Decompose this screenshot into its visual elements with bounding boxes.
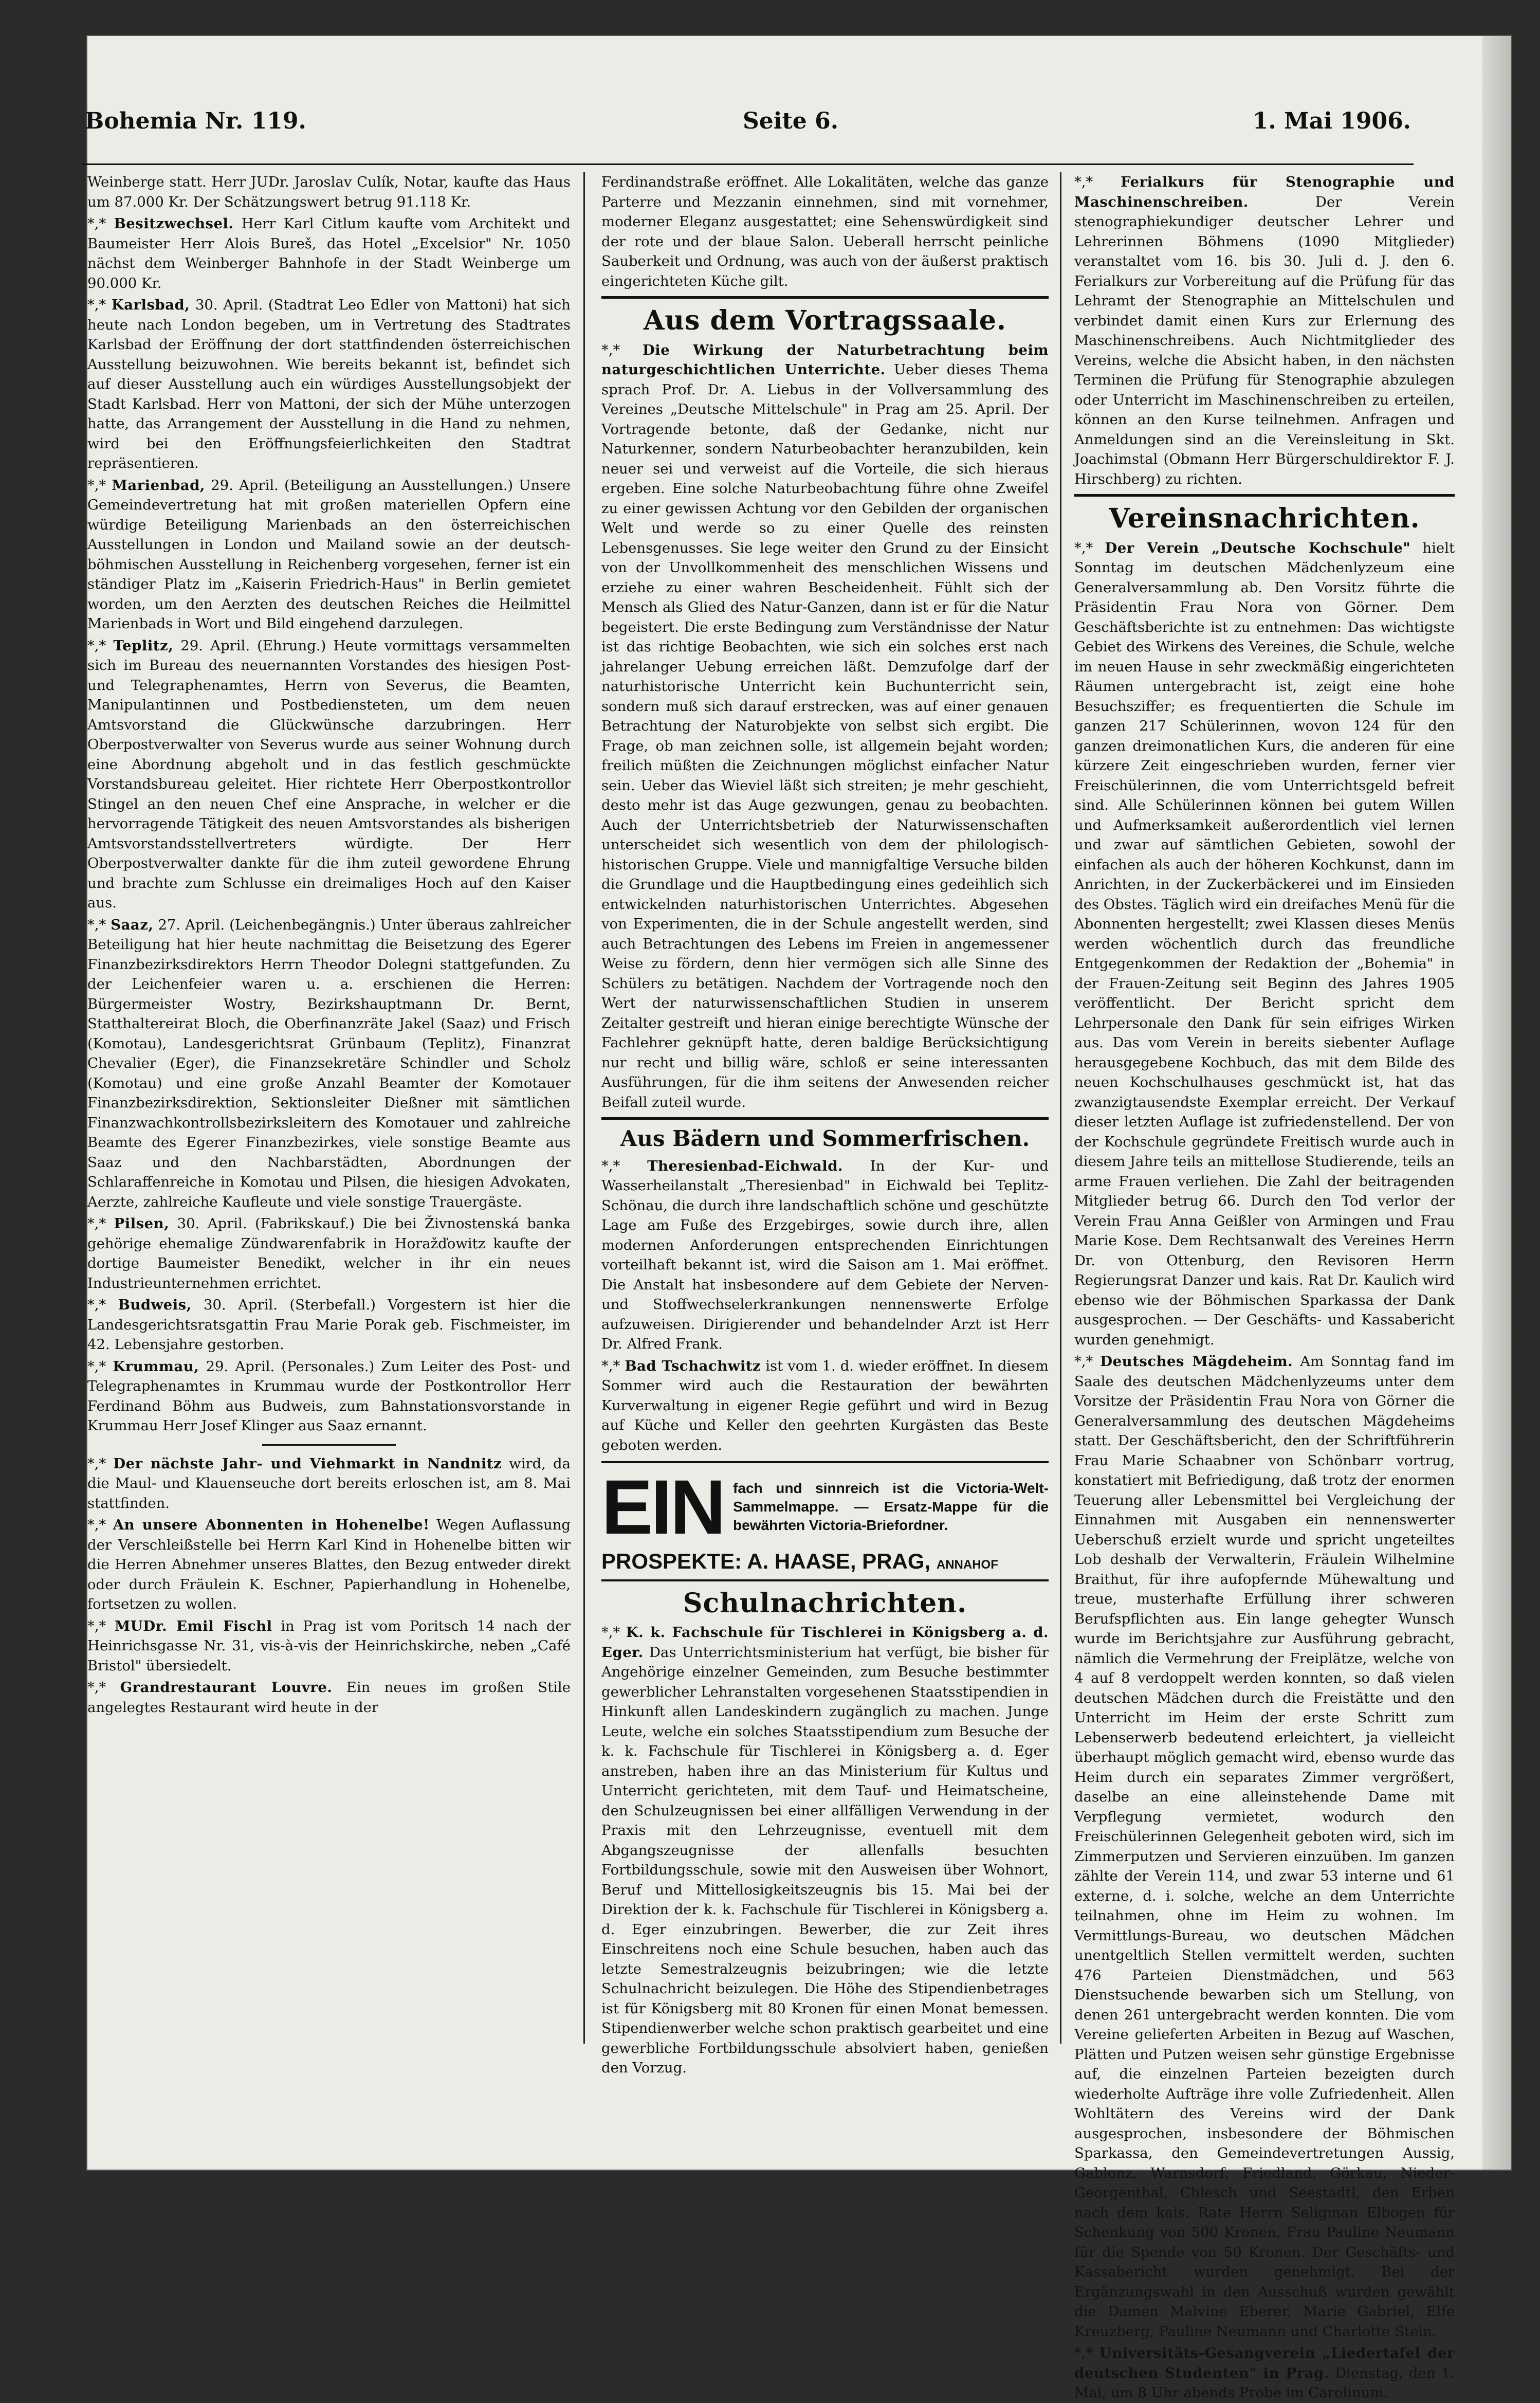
column-1 — [87, 172, 571, 2044]
separator — [262, 1444, 396, 1446]
article-paragraph: Weinberge statt. Herr JUDr. Jaroslav Culík, Notar, kaufte das Haus um 87.000 Kr. Der Schätzungswert betrug 91.118 Kr. — [87, 174, 571, 210]
article-paragraph: *,* Besitzwechsel. Herr Karl Citlum kaufte vom Architekt und Baumeister Herr Alois Bureš, das Hotel „Excelsior" Nr. 1050 nächst dem Weinberger Bahnhofe in der Stadt Weinberge um 90.000 Kr. — [87, 215, 571, 292]
article-paragraph: *,* Die Wirkung der Naturbetrachtung beim naturgeschichtlichen Unterrichte. Ueber dieses Thema sprach Prof. Dr. A. Liebus in der Vollversammlung des Vereines „Deutsche Mittelschule" in Prag am 25. April. Der Vortragende betonte, daß der Gedanke, nicht nur Naturkenner, sondern Naturbeobachter heranzubilden, kein neuer sei und verweist auf die Vorteile, die sich hieraus ergeben. Eine solche Naturbeobachtung führe ohne Zweifel zu einer gewissen Achtung vor den Gebilden der organischen Welt und werde so zu einer Quelle des reinsten Lebensgenusses. Sie lege weiter den Grund zu der Einsicht von der Unvollkommenheit des menschlichen Wissens und erziehe zu einer wahren Bescheidenheit. Fühlt sich der Mensch als Glied des Natur-Ganzen, dann ist er für die Natur begeistert. Die erste Bedingung zum Verständnisse der Natur ist das richtige Beobachten, wie sich ein solches erst nach jahrelanger Uebung erreichen läßt. Demzufolge darf der naturhistorische Unterricht kein Buchunterricht sein, sondern muß sich darauf erstrecken, was auf einer genauen Betrachtung der Naturobjekte von selbst sich ergibt. Die Frage, ob man zeichnen solle, ist allgemein bejaht worden; freilich müßten die Zeichnungen möglichst einfacher Natur sein. Ueber das Wieviel läßt sich streiten; je mehr geschieht, desto mehr ist das Auge gezwungen, genau zu beobachten. Auch der Unterrichtsbetrieb der Naturwissenschaften unterscheidet sich wesentlich von dem der philologisch-historischen Gruppe. Viele und mannigfaltige Versuche bilden die Grundlage und die Hauptbedingung eines gedeihlich sich entwickelnden naturhistorischen Unterrichtes. Abgesehen von Experimenten, die in der Schule angestellt werden, sind auch Betrachtungen des Lebens im Freien in angemessener Weise zu fördern, denn hier vermögen sich alle Sinne des Schülers zu betätigen. Nachdem der Vortragende noch den Wert der naturwissenschaftlichen Studien in unserem Zeitalter gestreift und hieran einige berechtigte Wünsche der Fachlehrer geknüpft hatte, deren baldige Berücksichtigung nur recht und billig wäre, schloß er seine interessanten Ausführungen, für die ihm seitens der Anwesenden reicher Beifall zuteil wurde. — [601, 341, 1049, 1111]
section-heading: Vereinsnachrichten. — [1109, 503, 1420, 534]
issue-date: 1. Mai 1906. — [1252, 108, 1411, 134]
article-paragraph: *,* Krummau, 29. April. (Personales.) Zum Leiter des Post- und Telegraphenamtes in Krummau wurde der Postkontrollor Herr Ferdinand Böhm aus Budweis, zum Bahnstationsvorstande in Krummau Herr Josef Klinger aus Saaz ernannt. — [87, 1358, 571, 1434]
article-paragraph: *,* MUDr. Emil Fischl in Prag ist vom Poritsch 14 nach der Heinrichsgasse Nr. 31, vis-à-vis der Heinrichskirche, neben „Café Bristol" übersiedelt. — [87, 1617, 571, 1674]
column-3 — [1074, 172, 1455, 2401]
article-paragraph: *,* Der Verein „Deutsche Kochschule" hielt Sonntag im deutschen Mädchenlyzeum eine Generalversammlung ab. Den Vorsitz führte die Präsidentin Frau Nora von Görner. Dem Geschäftsberichte ist zu entnehmen: Das wichtigste Gebiet des Wirkens des Vereines, die Schule, welche im neuen Hause in sehr zweckmäßig eingerichteten Räumen untergebracht ist, zeigt eine hohe Besuchsziffer; es frequentierten die Schule im ganzen 217 Schülerinnen, wovon 124 für den ganzen dreimonatlichen Kurs, die anderen für eine kürzere Zeit eingeschrieben wurden, ferner vier Freischülerinnen, die vom Unterrichtsgeld befreit sind. Alle Schülerinnen können bei gutem Willen und Aufmerksamkeit außerordentlich viel lernen und zwar auf sämtlichen Gebieten, sowohl der einfachen als auch der höheren Kochkunst, dann im Anrichten, in der Zuckerbäckerei und im Einsieden des Obstes. Täglich wird ein dreifaches Menü für die Abonnenten hergestellt; zwei Klassen dieses Menüs werden wöchentlich durch das freundliche Entgegenkommen der Redaktion der „Bohemia" in der Frauen-Zeitung seit Beginn des Jahres 1905 veröffentlicht. Der Bericht spricht dem Lehrpersonale den Dank für sein eifriges Wirken aus. Das vom Verein in bereits siebenter Auflage herausgegebene Kochbuch, das mit dem Bilde des neuen Kochschulhauses geschmückt ist, hat das zwanzigtausendste Exemplar erreicht. Der Verkauf dieser letzten Auflage ist zufriedenstellend. Der von der Kochschule gegründete Freitisch wurde auch in diesem Jahre teils an mittellose Studierende, teils an arme Frauen verliehen. Die Zahl der beitragenden Mitglieder betrug 66. Durch den Tod verlor der Verein Frau Anna Geißler von Armingen und Frau Marie Kose. Dem Rechtsanwalt des Vereines Herrn Dr. von Ottenburg, den Revisoren Herrn Regierungsrat Danzer und kais. Rat Dr. Kaulich wird ebenso wie der Böhmischen Sparkassa der Dank ausgesprochen. — Der Geschäfts- und Kassabericht wurden genehmigt. — [1074, 539, 1455, 1348]
article-paragraph: *,* Karlsbad, 30. April. (Stadtrat Leo Edler von Mattoni) hat sich heute nach London begeben, um in Vertretung des Stadtrates Karlsbad der Eröffnung der dort stattfindenden österreichischen Ausstellung beizuwohnen. Wie bereits bekannt ist, befindet sich auf dieser Ausstellung auch ein würdiges Ausstellungsobjekt der Stadt Karlsbad. Herr von Mattoni, der sich der Mühe unterzogen hatte, das Arrangement der Ausstellung in die Hand zu nehmen, wird bei den Eröffnungsfeierlichkeiten den Stadtrat repräsentieren. — [87, 297, 571, 471]
column-2 — [601, 172, 1049, 2076]
advertisement — [601, 1461, 1049, 1581]
article-paragraph: *,* Budweis, 30. April. (Sterbefall.) Vorgestern ist hier die Landesgerichtsratsgattin Frau Marie Porak geb. Fischmeister, im 42. Lebensjahre gestorben. — [87, 1297, 571, 1353]
article-paragraph: *,* Ferialkurs für Stenographie und Maschinenschreiben. Der Verein stenographiekundiger deutscher Lehrer und Lehrerinnen Böhmens (1090 Mitglieder) veranstaltet vom 16. bis 30. Juli d. J. den 6. Ferialkurs zur Vorbereitung auf die Prüfung für das Lehramt der Stenographie an Mittelschulen und verbindet damit einen Kurs zur Erlernung des Maschinenschreibens. Auch Nichtmitglieder des Vereins, welche die Absicht haben, in den nächsten Terminen die Prüfung für Stenographie abzulegen oder Unterricht im Maschinenschreiben zu erteilen, können an den Kurse teilnehmen. Anfragen und Anmeldungen sind an die Vereinsleitung in Skt. Joachimstal (Obmann Herr Bürgerschuldirektor F. J. Hirschberg) zu richten. — [1074, 174, 1455, 487]
section-rule — [601, 296, 1049, 299]
article-paragraph: *,* Theresienbad-Eichwald. In der Kur- und Wasserheilanstalt „Theresienbad" in Eichwald bei Teplitz-Schönau, die durch ihre landschaftlich schöne und geschützte Lage am Fuße des Erzgebirges, sowie durch ihre, allen modernen Anforderungen entsprechenden Einrichtungen vorteilhaft bekannt ist, wird die Saison am 1. Mai eröffnet. Die Anstalt hat insbesondere auf dem Gebiete der Nerven- und Stoffwechselerkrankungen nennenswerte Erfolge aufzuweisen. Dirigierender und behandelnder Arzt ist Herr Dr. Alfred Frank. — [601, 1157, 1049, 1352]
page-number: Seite 6. — [743, 108, 839, 134]
column-divider — [583, 172, 585, 2044]
ad-footer: PROSPEKTE: A. HAASE, PRAG, ANNAHOF — [601, 1549, 998, 1573]
article-paragraph: *,* Saaz, 27. April. (Leichenbegängnis.) Unter überaus zahlreicher Beteiligung hat hier heute nachmittag die Beisetzung des Egerer Finanzbezirksdirektors Herrn Theodor Dolegni stattgefunden. Zu der Leichenfeier waren u. a. erschienen die Herren: Bürgermeister Wostry, Bezirkshauptmann Dr. Bernt, Statthaltereirat Bloch, die Oberfinanzräte Jakel (Saaz) und Frisch (Komotau), Landesgerichtsrat Grünbaum (Teplitz), Finanzrat Chevalier (Eger), die Finanzsekretäre Schindler und Scholz (Komotau) und eine große Anzahl Beamter der Komotauer Finanzbezirksdirektion, Sektionsleiter Dießner mit sämtlichen Finanzwachkontrollsbezirksleitern des Komotauer und zahlreiche Beamte des Egerer Finanzbezirkes, viele sonstige Beamte aus Saaz und den Nachbarstädten, Abordnungen der Schlaraffenreiche in Komotau und Pilsen, die hiesigen Advokaten, Aerzte, zahlreiche Kaufleute und viele sonstige Trauergäste. — [87, 916, 571, 1210]
ad-text: fach und sinnreich ist die Victoria-Welt-Sammelmappe. — Ersatz-Mappe für die bewährten Victoria-Briefordner. — [733, 1480, 1049, 1533]
article-paragraph: *,* Teplitz, 29. April. (Ehrung.) Heute vormittags versammelten sich im Bureau des neuernannten Vorstandes des hiesigen Post- und Telegraphenamtes, Herrn von Severus, die Beamten, Manipulantinnen und Postbediensteten, um dem neuen Amtsvorstand die Glückwünsche darzubringen. Herr Oberpostverwalter von Severus wurde aus seiner Wohnung durch eine Abordnung abgeholt und in das festlich geschmückte Vorstandsbureau geleitet. Hier richtete Herr Oberpostkontrollor Stingel an den neuen Chef eine Ansprache, in welcher er die hervorragende Tätigkeit des neuen Amtsvorstandes als bisherigen Amtsvorstandsstellvertreters würdigte. Der Herr Oberpostverwalter dankte für die ihm zuteil gewordene Ehrung und brachte zum Schlusse ein dreimaliges Hoch auf den Kaiser aus. — [87, 637, 571, 911]
section-heading: Schulnachrichten. — [683, 1587, 967, 1619]
article-paragraph: *,* Marienbad, 29. April. (Beteiligung an Ausstellungen.) Unsere Gemeindevertretung hat mit großen materiellen Opfern eine würdige Beteiligung Marienbads an den österreichischen Ausstellungen in London und Mailand sowie an der deutsch-böhmischen Ausstellung in Reichenberg vorgesehen, ferner ist ein ständiger Platz im „Kaiserin Friedrich-Haus" in Berlin gemietet worden, um den Aerzten des deutschen Reiches die Heilmittel Marienbads in Wort und Bild eingehend darzulegen. — [87, 477, 571, 632]
ad-headline: EIN — [601, 1464, 724, 1550]
article-paragraph: *,* Deutsches Mägdeheim. Am Sonntag fand im Saale des deutschen Mädchenlyzeums unter dem Vorsitze der Präsidentin Frau Nora von Görner die Generalversammlung des deutschen Mägdeheims statt. Der Geschäftsbericht, den der Schriftführerin Frau Marie Schaabner von Schönbarr vortrug, konstatiert mit Befriedigung, daß trotz der enormen Teuerung aller Lebensmittel bei Vergleichung der Einnahmen mit Ausgaben ein nennenswerter Ueberschuß erzielt wurde und spricht ungeteiltes Lob deshalb der Verwalterin, Fräulein Wilhelmine Braithut, für ihre aufopfernde Mühewaltung und treue, musterhafte Erfüllung ihrer schweren Berufspflichten aus. Ein lange gehegter Wunsch wurde im Berichtsjahre zur Ausführung gebracht, nämlich die Vermehrung der Freiplätze, welche von 4 auf 8 verdoppelt werden konnten, so daß vielen deutschen Mädchen durch die Freistätte und den Unterricht im Heim der erste Schritt zum Lebenserwerb bedeutend erleichtert, ja vielleicht überhaupt möglich gemacht wird, ebenso wurde das Heim durch ein separates Zimmer vergrößert, daselbe an eine alleinstehende Dame mit Verpflegung vermietet, wodurch den Freischülerinnen Gelegenheit geboten wird, sich im Zimmerputzen und Servieren einzuüben. Im ganzen zählte der Verein 114, und zwar 53 interne und 61 externe, d. i. solche, welche an dem Unterrichte teilnahmen, ohne im Heim zu wohnen. Im Vermittlungs-Bureau, wo deutschen Mädchen unentgeltlich Stellen vermittelt werden, suchten 476 Parteien Dienstmädchen, und 563 Dienstsuchende bewarben sich um Stellung, von denen 261 untergebracht werden konnten. Die vom Vereine gelieferten Arbeiten in Bezug auf Waschen, Plätten und Putzen weisen sehr günstige Ergebnisse auf, die einzelnen Parteien bezeigten durch wiederholte Aufträge ihre volle Zufriedenheit. Allen Wohltätern des Vereins wird der Dank ausgesprochen, insbesondere der Böhmischen Sparkassa, den Gemeindevertretungen Aussig, Gablonz, Warnsdorf, Friedland, Görkau, Nieder-Georgenthal, Chlesch und Seestadtl, den Erben nach dem kais. Rate Herrn Seligman Elbogen für Schenkung von 500 Kronen, Frau Pauline Neumann für die Spende von 50 Kronen. Der Geschäfts- und Kassabericht wurden genehmigt. Bei der Ergänzungswahl in den Ausschuß wurden gewählt die Damen Malvine Eberer, Marie Gabriel, Elfe Kreuzberg, Pauline Neumann und Charlotte Stein. — [1074, 1353, 1455, 2340]
page-header — [85, 93, 1411, 149]
article-paragraph: *,* Universitäts-Gesangverein „Liedertafel der deutschen Studenten" in Prag. Dienstag, den 1. Mai, um 8 Uhr abends Probe im Carolinum. — [1074, 2345, 1455, 2401]
article-paragraph: *,* Pilsen, 30. April. (Fabrikskauf.) Die bei Živnostenská banka gehörige ehemalige Zündwarenfabrik in Horažďowitz kaufte der dortige Baumeister Benedikt, welcher in ihr ein neues Industrieunternehmen errichtet. — [87, 1215, 571, 1291]
article-paragraph: *,* K. k. Fachschule für Tischlerei in Königsberg a. d. Eger. Das Unterrichtsministerium hat verfügt, bie bisher für Angehörige einzelner Gemeinden, zum Besuche bestimmter gewerblicher Lehranstalten vorgesehenen Staatsstipendien in Hinkunft allen Landeskindern zugänglich zu machen. Junge Leute, welche ein solches Staatsstipendium zum Besuche der k. k. Fachschule für Tischlerei in Königsberg a. d. Eger anstreben, haben ihre an das Ministerium für Kultus und Unterricht gerichteten, mit dem Tauf- und Heimatscheine, den Schulzeugnissen bei einer allfälligen Verwendung in der Praxis mit den Lehrzeugnisse, eventuell mit dem Abgangszeugnisse der allenfalls besuchten Fortbildungsschule, sowie mit den Ausweisen über Wohnort, Beruf und Mittellosigkeitszeugnis bis 15. Mai bei der Direktion der k. k. Fachschule für Tischlerei in Königsberg a. d. Eger einzubringen. Bewerber, die zur Zeit ihres Einschreitens noch eine Schule besuchen, haben auch das letzte Semestralzeugnis beizubringen; wie die letzte Schulnachricht beizulegen. Die Höhe des Stipendienbetrages ist für Königsberg mit 80 Kronen für einen Monat bemessen. Stipendienwerber welche schon praktisch gearbeitet und eine gewerbliche Fortbildungsschule absolviert haben, genießen den Vorzug. — [601, 1624, 1049, 2076]
section-rule — [1074, 494, 1455, 497]
header-rule — [82, 163, 1414, 165]
article-paragraph: *,* Der nächste Jahr- und Viehmarkt in Nandnitz wird, da die Maul- und Klauenseuche dort bereits erloschen ist, am 8. Mai stattfinden. — [87, 1455, 571, 1512]
paper-name: Bohemia Nr. 119. — [85, 108, 306, 134]
article-paragraph: Ferdinandstraße eröffnet. Alle Lokalitäten, welche das ganze Parterre und Mezzanin einnehmen, sind mit vornehmer, moderner Eleganz ausgestattet; eine Sehenswürdigkeit sind der rote und der blaue Salon. Ueberall herrscht peinliche Sauberkeit und Ordnung, was auch von der äußerst praktisch eingerichteten Küche gilt. — [601, 174, 1049, 289]
section-heading: Aus Bädern und Sommerfrischen. — [620, 1126, 1030, 1151]
article-paragraph: *,* Grandrestaurant Louvre. Ein neues im großen Stile angelegtes Restaurant wird heute in der — [87, 1679, 571, 1716]
article-paragraph: *,* An unsere Abonnenten in Hohenelbe! Wegen Auflassung der Verschleißstelle bei Herrn Karl Kind in Hohenelbe bitten wir die Herren Abnehmer unseres Blattes, den Bezug entweder direkt oder durch Fräulein K. Eschner, Papierhandlung in Hohenelbe, fortsetzen zu wollen. — [87, 1517, 571, 1612]
column-divider — [1060, 172, 1061, 2044]
section-heading: Aus dem Vortragssaale. — [643, 305, 1007, 336]
article-paragraph: *,* Bad Tschachwitz ist vom 1. d. wieder eröffnet. In diesem Sommer wird auch die Restauration der bewährten Kurverwaltung in eigener Regie geführt und wird in Bezug auf Küche und Keller den geehrten Kurgästen das Beste geboten werden. — [601, 1357, 1049, 1453]
section-rule — [601, 1117, 1049, 1120]
page-edge-shadow — [1482, 36, 1511, 2170]
